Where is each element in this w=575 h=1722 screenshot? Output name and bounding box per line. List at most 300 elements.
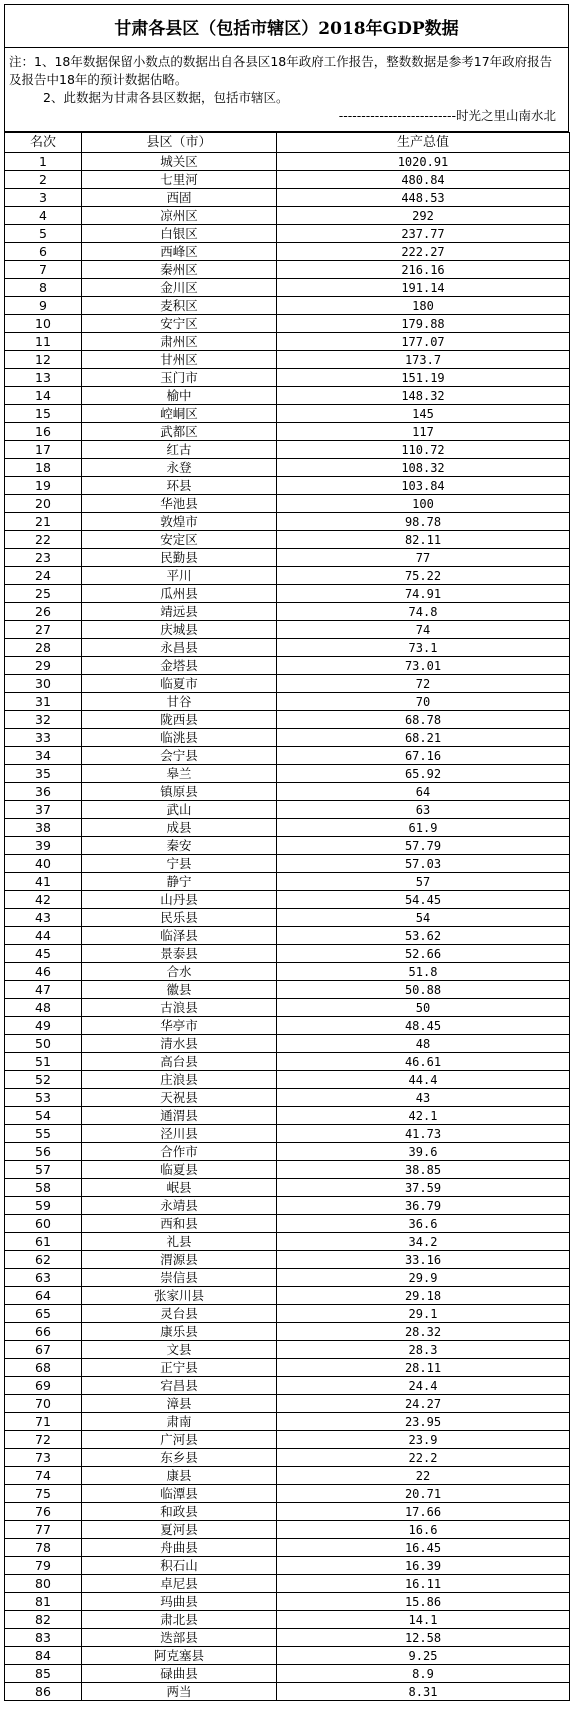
county-cell: 华亭市 [82,1017,277,1035]
note-line-2: 2、此数据为甘肃各县区数据，包括市辖区。 [43,90,289,105]
table-row [5,657,570,675]
gdp-cell: 65.92 [277,765,570,783]
county-cell: 西和县 [82,1215,277,1233]
rank-cell: 73 [5,1449,82,1467]
table-row [5,225,570,243]
rank-cell: 65 [5,1305,82,1323]
county-cell: 康乐县 [82,1323,277,1341]
table-row [5,999,570,1017]
table-row [5,873,570,891]
rank-cell: 15 [5,405,82,423]
county-cell: 七里河 [82,171,277,189]
rank-cell: 1 [5,153,82,171]
gdp-cell: 38.85 [277,1161,570,1179]
gdp-cell: 29.1 [277,1305,570,1323]
gdp-cell: 77 [277,549,570,567]
gdp-cell: 103.84 [277,477,570,495]
rank-cell: 85 [5,1665,82,1683]
note-signature: --------------------------时光之里山南水北 [338,108,556,123]
gdp-cell: 179.88 [277,315,570,333]
county-cell: 西峰区 [82,243,277,261]
gdp-cell: 52.66 [277,945,570,963]
gdp-cell: 74.8 [277,603,570,621]
rank-cell: 7 [5,261,82,279]
county-cell: 西固 [82,189,277,207]
rank-cell: 14 [5,387,82,405]
table-row [5,1611,570,1629]
header-rank: 名次 [5,133,82,153]
table-row [5,819,570,837]
gdp-cell: 41.73 [277,1125,570,1143]
table-row [5,405,570,423]
rank-cell: 18 [5,459,82,477]
county-cell: 礼县 [82,1233,277,1251]
rank-cell: 74 [5,1467,82,1485]
county-cell: 成县 [82,819,277,837]
table-row [5,315,570,333]
rank-cell: 59 [5,1197,82,1215]
table-row [5,693,570,711]
gdp-cell: 110.72 [277,441,570,459]
gdp-cell: 16.11 [277,1575,570,1593]
gdp-cell: 73.01 [277,657,570,675]
county-cell: 平川 [82,567,277,585]
county-cell: 临夏市 [82,675,277,693]
rank-cell: 45 [5,945,82,963]
table-row [5,801,570,819]
rank-cell: 72 [5,1431,82,1449]
county-cell: 临泽县 [82,927,277,945]
gdp-cell: 54.45 [277,891,570,909]
gdp-cell: 57.79 [277,837,570,855]
table-row [5,1647,570,1665]
rank-cell: 60 [5,1215,82,1233]
rank-cell: 21 [5,513,82,531]
gdp-cell: 23.9 [277,1431,570,1449]
rank-cell: 16 [5,423,82,441]
table-row [5,333,570,351]
gdp-cell: 98.78 [277,513,570,531]
table-row [5,1215,570,1233]
gdp-cell: 222.27 [277,243,570,261]
county-cell: 古浪县 [82,999,277,1017]
gdp-cell: 24.27 [277,1395,570,1413]
table-row [5,567,570,585]
gdp-cell: 48 [277,1035,570,1053]
table-row [5,279,570,297]
gdp-cell: 29.18 [277,1287,570,1305]
table-row [5,1359,570,1377]
county-cell: 安定区 [82,531,277,549]
table-row [5,729,570,747]
county-cell: 镇原县 [82,783,277,801]
county-cell: 武山 [82,801,277,819]
county-cell: 华池县 [82,495,277,513]
rank-cell: 43 [5,909,82,927]
rank-cell: 66 [5,1323,82,1341]
table-row [5,1107,570,1125]
rank-cell: 31 [5,693,82,711]
table-row [5,549,570,567]
gdp-cell: 1020.91 [277,153,570,171]
table-row [5,1341,570,1359]
gdp-cell: 24.4 [277,1377,570,1395]
rank-cell: 3 [5,189,82,207]
county-cell: 泾川县 [82,1125,277,1143]
rank-cell: 55 [5,1125,82,1143]
gdp-cell: 34.2 [277,1233,570,1251]
county-cell: 甘州区 [82,351,277,369]
table-row [5,477,570,495]
gdp-cell: 63 [277,801,570,819]
rank-cell: 84 [5,1647,82,1665]
gdp-cell: 28.11 [277,1359,570,1377]
table-row [5,1305,570,1323]
county-cell: 清水县 [82,1035,277,1053]
table-row [5,1161,570,1179]
county-cell: 凉州区 [82,207,277,225]
table-row [5,1269,570,1287]
county-cell: 民勤县 [82,549,277,567]
table-row [5,441,570,459]
county-cell: 会宁县 [82,747,277,765]
rank-cell: 48 [5,999,82,1017]
county-cell: 城关区 [82,153,277,171]
county-cell: 康县 [82,1467,277,1485]
table-row [5,927,570,945]
rank-cell: 20 [5,495,82,513]
rank-cell: 19 [5,477,82,495]
gdp-cell: 15.86 [277,1593,570,1611]
gdp-cell: 64 [277,783,570,801]
table-row [5,351,570,369]
gdp-cell: 16.39 [277,1557,570,1575]
table-row [5,297,570,315]
rank-cell: 62 [5,1251,82,1269]
gdp-cell: 17.66 [277,1503,570,1521]
county-cell: 甘谷 [82,693,277,711]
table-row [5,783,570,801]
table-row [5,1413,570,1431]
county-cell: 庆城县 [82,621,277,639]
table-row [5,1593,570,1611]
gdp-cell: 50 [277,999,570,1017]
gdp-cell: 100 [277,495,570,513]
county-cell: 灵台县 [82,1305,277,1323]
rank-cell: 37 [5,801,82,819]
gdp-cell: 8.31 [277,1683,570,1701]
county-cell: 崆峒区 [82,405,277,423]
table-row [5,1431,570,1449]
gdp-cell: 68.21 [277,729,570,747]
gdp-cell: 51.8 [277,963,570,981]
gdp-cell: 117 [277,423,570,441]
county-cell: 白银区 [82,225,277,243]
table-row [5,243,570,261]
table-row [5,963,570,981]
table-row [5,1395,570,1413]
county-cell: 合水 [82,963,277,981]
county-cell: 阿克塞县 [82,1647,277,1665]
table-row [5,1197,570,1215]
table-row [5,1557,570,1575]
gdp-cell: 68.78 [277,711,570,729]
table-row [5,585,570,603]
gdp-cell: 36.79 [277,1197,570,1215]
county-cell: 玛曲县 [82,1593,277,1611]
gdp-cell: 22.2 [277,1449,570,1467]
table-row [5,207,570,225]
note-line-1: 注：1、18年数据保留小数点的数据出自各县区18年政府工作报告，整数数据是参考17年政府报告及报告中18年的预计数据估略。 [9,54,553,87]
county-cell: 静宁 [82,873,277,891]
gdp-cell: 50.88 [277,981,570,999]
rank-cell: 77 [5,1521,82,1539]
table-row [5,1629,570,1647]
table-row [5,459,570,477]
county-cell: 临洮县 [82,729,277,747]
rank-cell: 82 [5,1611,82,1629]
county-cell: 正宁县 [82,1359,277,1377]
table-row [5,909,570,927]
county-cell: 漳县 [82,1395,277,1413]
table-row [5,1665,570,1683]
county-cell: 渭源县 [82,1251,277,1269]
county-cell: 张家川县 [82,1287,277,1305]
table-row [5,981,570,999]
gdp-cell: 33.16 [277,1251,570,1269]
county-cell: 崇信县 [82,1269,277,1287]
gdp-cell: 67.16 [277,747,570,765]
rank-cell: 2 [5,171,82,189]
county-cell: 景泰县 [82,945,277,963]
rank-cell: 38 [5,819,82,837]
rank-cell: 70 [5,1395,82,1413]
county-cell: 天祝县 [82,1089,277,1107]
rank-cell: 53 [5,1089,82,1107]
table-row [5,621,570,639]
gdp-cell: 54 [277,909,570,927]
table-row [5,765,570,783]
county-cell: 麦积区 [82,297,277,315]
header-county: 县区（市） [82,133,277,153]
gdp-cell: 108.32 [277,459,570,477]
gdp-cell: 44.4 [277,1071,570,1089]
county-cell: 肃北县 [82,1611,277,1629]
rank-cell: 27 [5,621,82,639]
county-cell: 永靖县 [82,1197,277,1215]
gdp-cell: 43 [277,1089,570,1107]
county-cell: 瓜州县 [82,585,277,603]
gdp-cell: 57.03 [277,855,570,873]
table-row [5,1449,570,1467]
gdp-cell: 22 [277,1467,570,1485]
rank-cell: 11 [5,333,82,351]
table-row [5,513,570,531]
rank-cell: 76 [5,1503,82,1521]
gdp-cell: 177.07 [277,333,570,351]
rank-cell: 39 [5,837,82,855]
county-cell: 榆中 [82,387,277,405]
county-cell: 靖远县 [82,603,277,621]
gdp-cell: 16.45 [277,1539,570,1557]
gdp-table [4,132,570,1701]
table-row [5,531,570,549]
rank-cell: 24 [5,567,82,585]
gdp-cell: 180 [277,297,570,315]
rank-cell: 13 [5,369,82,387]
table-row [5,1287,570,1305]
table-row [5,1071,570,1089]
rank-cell: 47 [5,981,82,999]
rank-cell: 51 [5,1053,82,1071]
table-row [5,261,570,279]
gdp-cell: 36.6 [277,1215,570,1233]
county-cell: 民乐县 [82,909,277,927]
table-row [5,1503,570,1521]
rank-cell: 35 [5,765,82,783]
gdp-cell: 46.61 [277,1053,570,1071]
rank-cell: 46 [5,963,82,981]
county-cell: 宕昌县 [82,1377,277,1395]
rank-cell: 67 [5,1341,82,1359]
table-row [5,1377,570,1395]
rank-cell: 61 [5,1233,82,1251]
rank-cell: 9 [5,297,82,315]
rank-cell: 75 [5,1485,82,1503]
county-cell: 山丹县 [82,891,277,909]
rank-cell: 52 [5,1071,82,1089]
rank-cell: 49 [5,1017,82,1035]
gdp-cell: 292 [277,207,570,225]
rank-cell: 79 [5,1557,82,1575]
county-cell: 玉门市 [82,369,277,387]
county-cell: 武都区 [82,423,277,441]
gdp-cell: 23.95 [277,1413,570,1431]
county-cell: 庄浪县 [82,1071,277,1089]
rank-cell: 56 [5,1143,82,1161]
gdp-cell: 53.62 [277,927,570,945]
table-row [5,189,570,207]
table-row [5,1125,570,1143]
gdp-cell: 28.32 [277,1323,570,1341]
county-cell: 临夏县 [82,1161,277,1179]
rank-cell: 86 [5,1683,82,1701]
rank-cell: 64 [5,1287,82,1305]
rank-cell: 44 [5,927,82,945]
county-cell: 广河县 [82,1431,277,1449]
table-row [5,891,570,909]
county-cell: 敦煌市 [82,513,277,531]
county-cell: 环县 [82,477,277,495]
gdp-cell: 37.59 [277,1179,570,1197]
county-cell: 迭部县 [82,1629,277,1647]
county-cell: 徽县 [82,981,277,999]
gdp-cell: 14.1 [277,1611,570,1629]
table-row [5,153,570,171]
table-row [5,387,570,405]
table-row [5,837,570,855]
rank-cell: 34 [5,747,82,765]
county-cell: 通渭县 [82,1107,277,1125]
gdp-cell: 16.6 [277,1521,570,1539]
county-cell: 积石山 [82,1557,277,1575]
rank-cell: 17 [5,441,82,459]
table-body [5,153,570,1701]
rank-cell: 71 [5,1413,82,1431]
county-cell: 肃州区 [82,333,277,351]
table-row [5,171,570,189]
rank-cell: 22 [5,531,82,549]
table-row [5,1467,570,1485]
gdp-cell: 9.25 [277,1647,570,1665]
gdp-cell: 173.7 [277,351,570,369]
gdp-cell: 216.16 [277,261,570,279]
rank-cell: 28 [5,639,82,657]
table-row [5,495,570,513]
county-cell: 皋兰 [82,765,277,783]
rank-cell: 42 [5,891,82,909]
gdp-cell: 75.22 [277,567,570,585]
county-cell: 秦安 [82,837,277,855]
county-cell: 金塔县 [82,657,277,675]
table-row [5,369,570,387]
county-cell: 宁县 [82,855,277,873]
gdp-cell: 57 [277,873,570,891]
county-cell: 永昌县 [82,639,277,657]
rank-cell: 36 [5,783,82,801]
table-row [5,1035,570,1053]
table-row [5,603,570,621]
table-row [5,639,570,657]
table-row [5,1179,570,1197]
county-cell: 临潭县 [82,1485,277,1503]
county-cell: 东乡县 [82,1449,277,1467]
gdp-cell: 145 [277,405,570,423]
gdp-cell: 29.9 [277,1269,570,1287]
gdp-cell: 48.45 [277,1017,570,1035]
gdp-cell: 8.9 [277,1665,570,1683]
county-cell: 夏河县 [82,1521,277,1539]
rank-cell: 4 [5,207,82,225]
table-row [5,1143,570,1161]
table-row [5,747,570,765]
county-cell: 永登 [82,459,277,477]
rank-cell: 83 [5,1629,82,1647]
gdp-cell: 39.6 [277,1143,570,1161]
table-row [5,855,570,873]
rank-cell: 25 [5,585,82,603]
rank-cell: 32 [5,711,82,729]
county-cell: 和政县 [82,1503,277,1521]
county-cell: 陇西县 [82,711,277,729]
rank-cell: 78 [5,1539,82,1557]
gdp-cell: 448.53 [277,189,570,207]
table-row [5,711,570,729]
rank-cell: 68 [5,1359,82,1377]
gdp-cell: 191.14 [277,279,570,297]
table-header-row [5,133,570,153]
gdp-cell: 151.19 [277,369,570,387]
gdp-cell: 148.32 [277,387,570,405]
rank-cell: 8 [5,279,82,297]
county-cell: 舟曲县 [82,1539,277,1557]
rank-cell: 5 [5,225,82,243]
gdp-cell: 20.71 [277,1485,570,1503]
rank-cell: 26 [5,603,82,621]
gdp-cell: 72 [277,675,570,693]
table-row [5,1323,570,1341]
rank-cell: 33 [5,729,82,747]
